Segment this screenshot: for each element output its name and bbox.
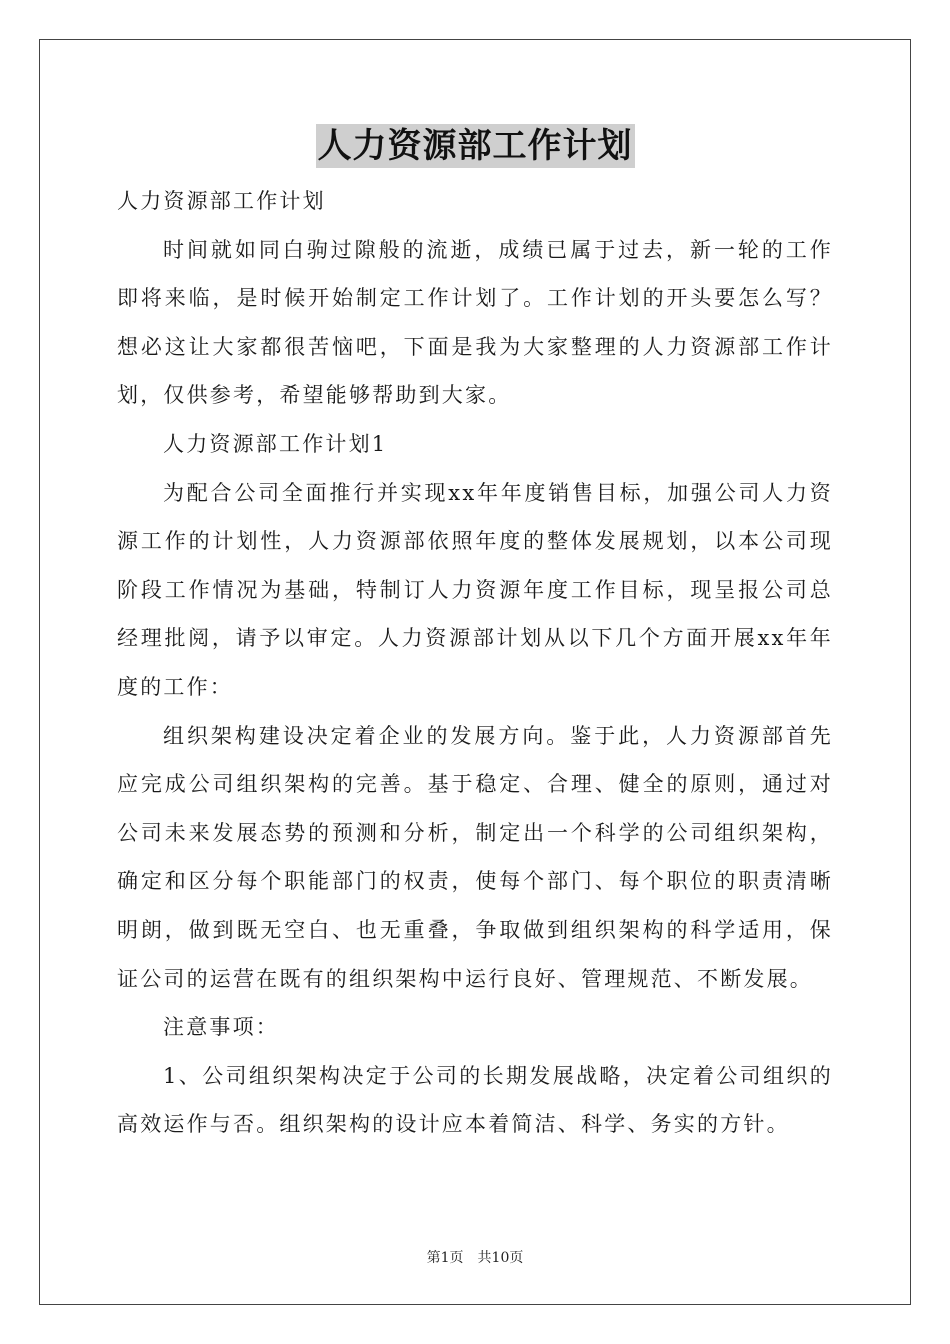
title-container [0, 124, 950, 168]
document-title: 人力资源部工作计划 [317, 126, 633, 166]
document-body [117, 177, 833, 1149]
page-footer [0, 1249, 950, 1267]
note-item: 1、公司组织架构决定于公司的长期发展战略，决定着公司组织的高效运作与否。组织架构的设计应本着简洁、科学、务实的方针。 [117, 1063, 833, 1137]
body-paragraph: 组织架构建设决定着企业的发展方向。鉴于此，人力资源部首先应完成公司组织架构的完善。基于稳定、合理、健全的原则，通过对公司未来发展态势的预测和分析，制定出一个科学的公司组织架构，确定和区分每个职能部门的权责，使每个部门、每个职位的职责清晰明朗，做到既无空白、也无重叠，争取做到组织架构的科学适用，保证公司的运营在既有的组织架构中运行良好、管理规范、不断发展。 [117, 723, 833, 991]
notes-heading: 注意事项： [163, 1015, 279, 1040]
page-total: 共10页 [477, 1250, 524, 1266]
intro-paragraph: 时间就如同白驹过隙般的流逝，成绩已属于过去，新一轮的工作即将来临，是时候开始制定工作计划了。工作计划的开头要怎么写？想必这让大家都很苦恼吧，下面是我为大家整理的人力资源部工作计划，仅供参考，希望能够帮助到大家。 [117, 237, 833, 408]
body-paragraph: 为配合公司全面推行并实现xx年年度销售目标，加强公司人力资源工作的计划性，人力资源部依照年度的整体发展规划，以本公司现阶段工作情况为基础，特制订人力资源年度工作目标，现呈报公司总经理批阅，请予以审定。人力资源部计划从以下几个方面开展xx年年度的工作： [117, 480, 833, 699]
page-number: 第1页 [426, 1250, 464, 1266]
body-heading: 人力资源部工作计划 [117, 189, 326, 213]
section-heading: 人力资源部工作计划1 [163, 431, 388, 456]
